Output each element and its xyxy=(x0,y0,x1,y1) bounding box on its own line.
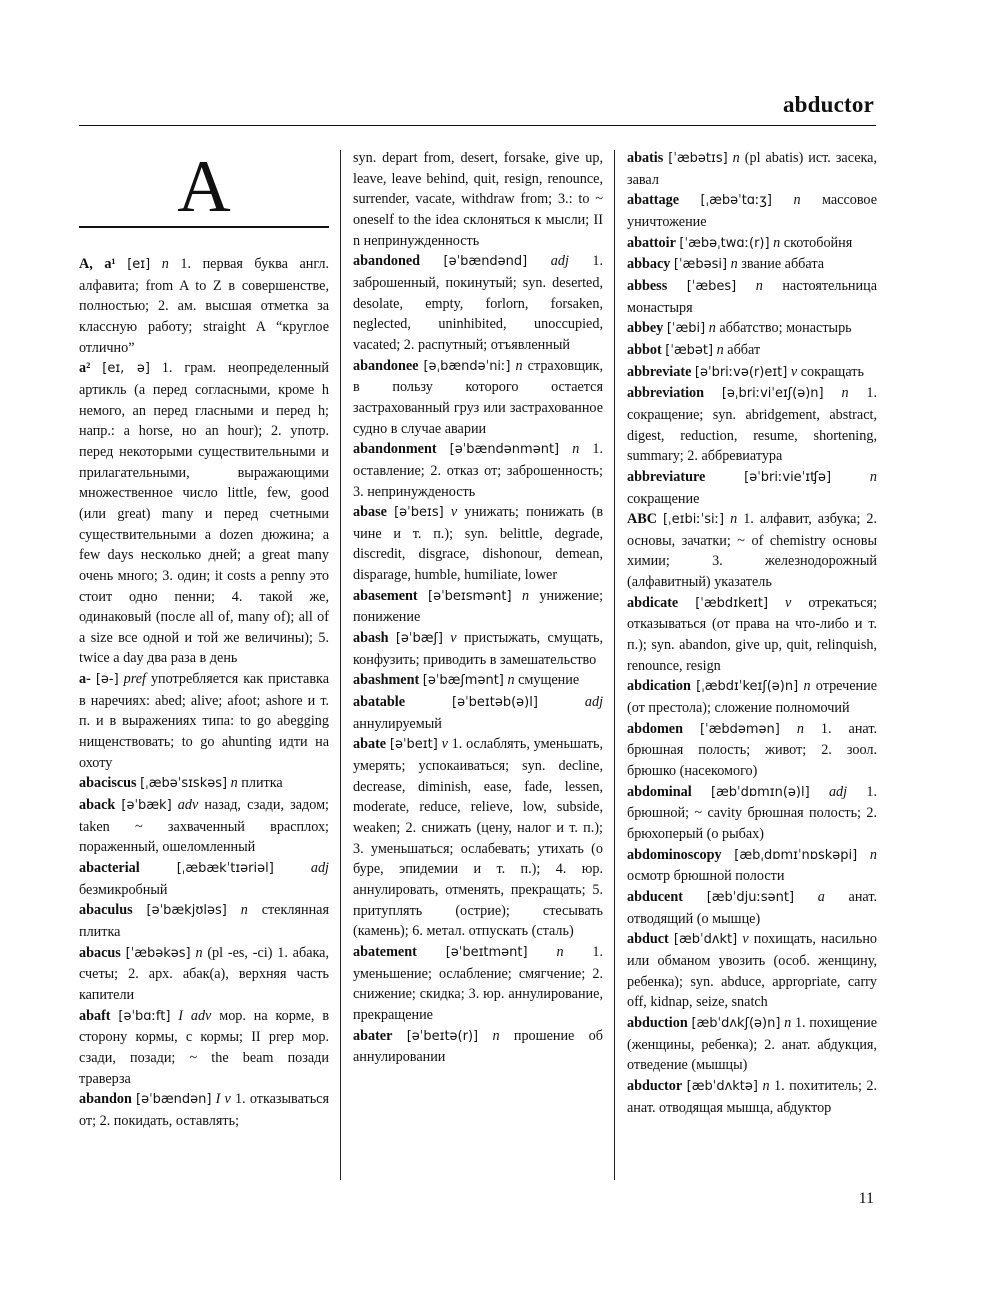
dictionary-entry xyxy=(79,1089,329,1131)
entry-headword: abdicate xyxy=(627,594,679,611)
entry-headword: abandon xyxy=(79,1091,132,1108)
dictionary-entry xyxy=(627,148,877,190)
entry-part-of-speech: n xyxy=(793,192,801,209)
dictionary-entry xyxy=(353,251,603,355)
entry-part-of-speech: n xyxy=(161,256,169,272)
entry-transcription: [əˈbriːvieˈɪʧə] xyxy=(744,469,832,485)
dictionary-entry xyxy=(627,719,877,782)
dictionary-entry xyxy=(79,943,329,1006)
dictionary-entry xyxy=(79,669,329,773)
dictionary-entry xyxy=(353,586,603,628)
entry-part-of-speech: n xyxy=(762,1077,770,1094)
entry-part-of-speech: adj xyxy=(828,783,848,800)
entry-part-of-speech: adv xyxy=(177,797,199,814)
entry-transcription: [æbˈdʌkʃ(ə)n] xyxy=(691,1015,781,1031)
dictionary-entry xyxy=(627,467,877,509)
entry-definition: 1. оставление; 2. отказ от; заброшенность; 3. непринужденость xyxy=(353,441,604,500)
entry-definition: прошение об аннулировании xyxy=(353,1027,603,1066)
entry-definition: 1. заброшенный, покинутый; syn. deserted, desolate, empty, forlorn, forsaken, neglected, uninhibited, unoccupied, vacated; 2. распутный; отъявленный xyxy=(353,253,604,353)
entry-headword: abatis xyxy=(627,150,664,166)
entry-headword: a- xyxy=(79,671,91,688)
entry-transcription: [ə-] xyxy=(95,672,119,688)
dictionary-entry xyxy=(627,276,877,318)
dictionary-entry xyxy=(627,887,877,929)
entry-part-of-speech: n xyxy=(195,944,203,961)
entry-definition: настоятельница монастыря xyxy=(627,277,877,316)
entry-transcription: [æbˌdɒmɪˈnɒskəpi] xyxy=(734,847,858,863)
entry-part-of-speech: n xyxy=(240,902,248,919)
entry-transcription: [ˈæbəkəs] xyxy=(125,945,191,961)
entry-transcription: [əˈbriːvə(r)eɪt] xyxy=(694,364,788,380)
entry-definition: анат. отводящий (о мышце) xyxy=(627,888,878,927)
entry-transcription: [əˈbeɪtəb(ə)l] xyxy=(452,695,538,711)
entry-headword: abashment xyxy=(353,672,420,689)
entry-definition: аббатство; монастырь xyxy=(719,320,852,337)
entry-part-of-speech: n xyxy=(732,150,740,166)
dictionary-entry xyxy=(353,356,603,440)
entry-transcription: [ˈæbəsi] xyxy=(673,257,728,273)
entry-definition: смущение xyxy=(518,672,580,689)
entry-transcription: [ˌæbdɪˈkeɪʃ(ə)n] xyxy=(696,679,799,695)
entry-transcription: [ˌæbækˈtɪəriəl] xyxy=(176,861,274,877)
dictionary-entry xyxy=(627,233,877,255)
entry-part-of-speech: I adv xyxy=(178,1007,212,1024)
column-3 xyxy=(627,148,877,1118)
entry-part-of-speech: adj xyxy=(584,694,604,711)
entry-definition: 1. сокращение; syn. abridgement, abstract, digest, reduction, resume, shortening, summary; 2. аббревиатура xyxy=(627,385,878,465)
entry-headword: abdomen xyxy=(627,720,683,737)
entry-transcription: [ˈæbi] xyxy=(666,321,706,337)
entry-definition: скотобойня xyxy=(783,234,853,251)
dictionary-entry xyxy=(627,509,877,593)
entry-definition: 1. анат. брюшная полость; живот; 2. зоол. брюшко (насекомого) xyxy=(627,720,878,780)
entry-transcription: [æbˈdɒmɪn(ə)l] xyxy=(710,784,810,800)
entry-part-of-speech: n xyxy=(841,385,849,402)
dictionary-entry xyxy=(627,593,877,677)
entry-definition: звание аббата xyxy=(741,256,824,273)
entry-part-of-speech: v xyxy=(441,736,448,753)
dictionary-entry xyxy=(353,692,603,734)
entry-part-of-speech: n xyxy=(784,1014,792,1031)
entry-headword: abdominoscopy xyxy=(627,846,722,863)
entry-transcription: [əˈbæk] xyxy=(121,798,172,814)
dictionary-entry xyxy=(627,190,877,232)
entry-transcription: [ˌeɪbiːˈsiː] xyxy=(662,512,725,528)
dictionary-entry xyxy=(627,929,877,1013)
dictionary-entry xyxy=(353,670,603,692)
entry-transcription: [ˈæbes] xyxy=(686,278,737,294)
header-rule xyxy=(79,125,876,126)
entry-part-of-speech: v xyxy=(742,931,749,948)
dictionary-entry xyxy=(79,358,329,669)
entry-transcription: [əˈbækjʊləs] xyxy=(146,903,227,919)
entry-headword: abatement xyxy=(353,943,417,960)
entry-headword: abacus xyxy=(79,944,121,961)
entry-part-of-speech: n xyxy=(716,341,724,358)
dictionary-entry xyxy=(353,439,603,502)
entry-definition: 1. алфавит, азбука; 2. основы, зачатки; ~ of chemistry основы химии; 3. железнодорожный (алфавитный) указатель xyxy=(627,511,878,591)
entry-transcription: [əˈbeɪtmənt] xyxy=(445,944,528,960)
entry-transcription: [əˈbæʃ] xyxy=(395,631,443,647)
entry-part-of-speech: n xyxy=(869,468,878,485)
entry-definition: массовое уничтожение xyxy=(627,192,878,230)
entry-part-of-speech: v xyxy=(450,630,457,647)
entry-headword: abdominal xyxy=(627,783,692,800)
entry-transcription: [əˈbændən] xyxy=(136,1092,212,1108)
section-letter-rule xyxy=(79,226,329,228)
entry-part-of-speech: n xyxy=(492,1027,500,1044)
dictionary-entry xyxy=(79,795,329,858)
running-head: abductor xyxy=(782,92,874,117)
dictionary-entry xyxy=(353,148,603,251)
dictionary-entry xyxy=(79,900,329,942)
entry-part-of-speech: n xyxy=(730,256,738,273)
entry-headword: ABC xyxy=(627,511,657,528)
entry-headword: abducent xyxy=(627,888,683,905)
entry-part-of-speech: n xyxy=(869,846,878,863)
entry-headword: abaculus xyxy=(79,902,133,919)
entry-transcription: [ˌæbəˈsɪskəs] xyxy=(140,776,228,792)
entry-definition: 1. уменьшение; ослабление; смягчение; 2. снижение; скидка; 3. юр. аннулирование, прекращение xyxy=(353,943,604,1023)
entry-headword: abase xyxy=(353,504,387,521)
entry-part-of-speech: adj xyxy=(550,253,569,270)
entry-definition: страховщик, в пользу которого остается застрахованный груз или застрахованное судно в случае аварии xyxy=(353,357,604,437)
entry-transcription: [ˈæbət] xyxy=(665,342,714,358)
entry-headword: abasement xyxy=(353,587,418,604)
entry-part-of-speech: n xyxy=(507,672,515,689)
entry-transcription: [əˈbeɪt] xyxy=(389,737,438,753)
entry-transcription: [ˈæbdəmən] xyxy=(699,721,780,737)
dictionary-entry xyxy=(627,1076,877,1118)
entry-transcription: [əˈbeɪs] xyxy=(394,505,444,521)
entry-part-of-speech: adj xyxy=(310,860,329,877)
entry-definition: пристыжать, смущать, конфузить; приводить в замешательство xyxy=(353,630,603,668)
entry-definition: (pl abatis) ист. засека, завал xyxy=(627,150,878,188)
entry-part-of-speech: I v xyxy=(215,1091,231,1108)
entry-part-of-speech: n xyxy=(773,234,781,251)
entry-headword: abaft xyxy=(79,1007,111,1024)
entry-part-of-speech: n xyxy=(572,441,580,458)
page-number: 11 xyxy=(858,1190,874,1207)
entry-headword: abbess xyxy=(627,277,668,294)
entry-definition: 1. брюшной; ~ cavity брюшная полость; 2. брюхоперый (о рыбах) xyxy=(627,783,878,842)
entry-part-of-speech: n xyxy=(803,678,811,695)
entry-transcription: [əˈbeɪtə(r)] xyxy=(406,1028,479,1044)
dictionary-entry xyxy=(353,1026,603,1068)
entry-part-of-speech: v xyxy=(790,363,798,380)
entry-headword: abater xyxy=(353,1027,393,1044)
entry-definition: плитка xyxy=(241,775,283,792)
entry-transcription: [əˈbændənd] xyxy=(443,254,528,270)
dictionary-entry xyxy=(627,318,877,340)
entry-definition: 1. грам. неопределенный артикль (a перед согласными, кроме h немого, an перед гласными и перед h; напр.: a horse, но an hour); 2. употр. перед некоторыми существительными и прилагательными, выражающими множественное число little, few, good (или great) many и перед счетными существительными a dozen дюжина; a few days несколько дней; a great many очень много; 3. один; it costs a penny это стоит одно пенни; 4. такой же, одинаковый (после all of, many of); all of a size все одной и той же величины); 5. twice a day два раза в день xyxy=(79,360,330,667)
entry-headword: abductor xyxy=(627,1077,683,1094)
entry-part-of-speech: n xyxy=(755,277,763,294)
entry-definition: унижение; понижение xyxy=(353,587,604,626)
entry-definition: 1. похищение (женщины, ребенка); 2. анат. абдукция, отведение (мышцы) xyxy=(627,1014,878,1074)
dictionary-entry xyxy=(627,340,877,362)
dictionary-entry xyxy=(353,734,603,942)
entry-headword: abaciscus xyxy=(79,775,137,792)
dictionary-entry xyxy=(627,383,877,467)
entry-definition: отречение (от престола); сложение полномочий xyxy=(627,678,878,717)
dictionary-entry xyxy=(627,254,877,276)
entry-headword: abbreviate xyxy=(627,363,692,380)
entry-transcription: [əˈbeɪsmənt] xyxy=(428,588,512,604)
dictionary-entry xyxy=(353,942,603,1026)
entry-headword: abbreviation xyxy=(627,385,704,402)
dictionary-entry xyxy=(79,254,329,358)
dictionary-entry xyxy=(627,362,877,384)
entry-part-of-speech: n xyxy=(521,587,530,604)
entry-transcription: [æbˈdjuːsənt] xyxy=(706,889,795,905)
dictionary-entry xyxy=(627,1013,877,1076)
entry-transcription: [əˌbriːviˈeɪʃ(ə)n] xyxy=(721,386,824,402)
entry-headword: abdication xyxy=(627,678,691,695)
entry-part-of-speech: n xyxy=(708,320,716,337)
entry-part-of-speech: n xyxy=(730,511,738,528)
entry-definition: 1. похититель; 2. анат. отводящая мышца, абдуктор xyxy=(627,1077,878,1116)
dictionary-entry xyxy=(353,628,603,670)
entry-definition: аннулируемый xyxy=(353,715,442,732)
column-divider xyxy=(614,150,615,1180)
entry-headword: abatable xyxy=(353,694,406,711)
entry-headword: abbacy xyxy=(627,256,671,273)
entry-headword: abandonment xyxy=(353,441,437,458)
entry-transcription: [əˈbɑːft] xyxy=(118,1008,171,1024)
entry-transcription: [æbˈdʌkt] xyxy=(673,932,738,948)
dictionary-entry xyxy=(627,845,877,887)
entry-definition: syn. depart from, desert, forsake, give up, leave, leave behind, quit, resign, renounce, surrender, vacate, withdraw from; 3.: to ~ oneself to the idea склоняться к мысли; II n непринужденность xyxy=(353,150,603,249)
entry-transcription: [eɪ] xyxy=(127,257,151,272)
dictionary-entry xyxy=(627,676,877,718)
entry-definition: 1. отказываться от; 2. покидать, оставлять; xyxy=(79,1091,329,1129)
entry-definition: аббат xyxy=(727,341,761,358)
dictionary-entry xyxy=(79,1006,329,1090)
entry-headword: abandoned xyxy=(353,253,421,270)
entry-headword: abandonee xyxy=(353,357,419,374)
entry-headword: abash xyxy=(353,630,389,647)
entry-part-of-speech: a xyxy=(817,888,825,905)
entry-definition: сокращать xyxy=(800,363,864,380)
entry-headword: abduct xyxy=(627,931,669,948)
entry-definition: стеклянная плитка xyxy=(79,902,329,940)
entry-transcription: [eɪ, ə] xyxy=(102,361,150,377)
entry-transcription: [ˈæbətɪs] xyxy=(668,151,728,166)
entry-part-of-speech: n xyxy=(230,775,238,792)
entry-part-of-speech: pref xyxy=(123,671,146,688)
entry-definition: употребляется как приставка в наречиях: abed; alive; afoot; ashore и т. п. и в выражениях типа: to go abegging нищенствовать; to go ahunting идти на охоту xyxy=(79,671,330,771)
column-divider xyxy=(340,150,341,1180)
entry-definition: (pl -es, -ci) 1. абака, счеты; 2. арх. абак(а), верхняя часть капители xyxy=(79,944,330,1003)
entry-definition: сокращение xyxy=(627,490,700,507)
entry-headword: abduction xyxy=(627,1014,688,1031)
entry-transcription: [æbˈdʌktə] xyxy=(686,1078,758,1094)
entry-definition: унижать; понижать (в чине и т. п.); syn. belittle, degrade, discredit, disgrace, dishonour, demean, disparage, humble, humiliate, lower xyxy=(353,504,604,584)
entry-headword: abattage xyxy=(627,192,680,209)
entry-definition: безмикробный xyxy=(79,881,168,898)
entry-headword: abate xyxy=(353,736,387,753)
entry-definition: мор. на корме, в сторону кормы, с кормы; II prep мор. сзади, позади; ~ the beam позади траверза xyxy=(79,1007,330,1087)
entry-headword: abacterial xyxy=(79,860,140,877)
dictionary-entry xyxy=(79,858,329,900)
entry-definition: отрекаться; отказываться (от права на что-либо и т. п.); syn. abandon, give up, quit, relinquish, renounce, resign xyxy=(627,594,878,674)
entry-headword: aback xyxy=(79,797,116,814)
entry-definition: 1. ослаблять, уменьшать, умерять; успокаиваться; syn. decline, decrease, diminish, ease, fade, lessen, moderate, reduce, relieve, low, subside, weaken; 2. снижать (цену, налог и т. п.); 3. уменьшаться; ослабевать; утихать (о буре, эпидемии и т. п.); 4. юр. аннулировать, отменять, прекращать; 5. притуплять (острие); стесывать (камень); 6. метал. отпускать (сталь) xyxy=(353,736,603,940)
dictionary-entry xyxy=(79,773,329,795)
entry-headword: A, a¹ xyxy=(79,256,116,272)
entry-definition: назад, сзади, задом; taken ~ захваченный врасплох; пораженный, ошеломленный xyxy=(79,797,329,856)
entry-transcription: [əˈbændənmənt] xyxy=(449,442,560,458)
column-1 xyxy=(79,254,329,1132)
entry-transcription: [ˈæbdɪkeɪt] xyxy=(695,595,769,611)
entry-headword: abbey xyxy=(627,320,664,337)
entry-headword: abbreviature xyxy=(627,468,706,485)
entry-part-of-speech: n xyxy=(796,720,804,737)
entry-definition: осмотр брюшной полости xyxy=(627,868,785,885)
dictionary-entry xyxy=(353,502,603,586)
dictionary-entry xyxy=(627,782,877,845)
entry-definition: 1. первая буква англ. алфавита; from A to Z в совершенстве, полностью; 2. ам. высшая отметка за классную работу; straight A “круглое отлично” xyxy=(79,256,330,356)
section-letter-block xyxy=(79,148,329,228)
entry-transcription: [əˈbæʃmənt] xyxy=(422,673,504,689)
entry-transcription: [ˈæbəˌtwɑː(r)] xyxy=(679,235,770,251)
entry-headword: abattoir xyxy=(627,234,676,251)
entry-part-of-speech: n xyxy=(515,357,523,374)
entry-definition: похищать, насильно или обманом увозить (особ. женщину, ребенка); syn. abduce, appropriate, carry off, kidnap, seize, snatch xyxy=(627,931,878,1011)
entry-part-of-speech: v xyxy=(785,594,792,611)
entry-headword: a² xyxy=(79,360,91,377)
entry-headword: abbot xyxy=(627,341,662,358)
entry-transcription: [əˌbændəˈniː] xyxy=(423,358,511,374)
entry-part-of-speech: v xyxy=(450,504,458,521)
section-letter: A xyxy=(177,146,231,228)
entry-part-of-speech: n xyxy=(556,943,564,960)
entry-transcription: [ˌæbəˈtɑːʒ] xyxy=(700,193,772,209)
column-2 xyxy=(353,148,603,1068)
